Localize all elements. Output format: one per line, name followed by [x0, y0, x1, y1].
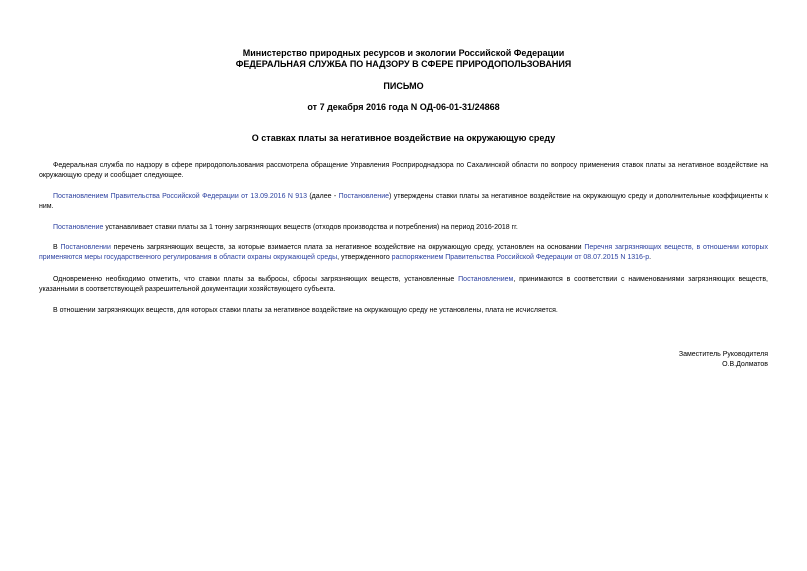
- signature-name: О.В.Долматов: [722, 361, 768, 368]
- paragraph-5: [39, 275, 768, 295]
- paragraph-4-text-1: В: [53, 244, 61, 251]
- link-resolution[interactable]: Постановление: [338, 193, 390, 200]
- paragraph-5-text-1: Одновременно необходимо отметить, что ставки платы за выбросы, сбросы загрязняющих веществ, установленные: [53, 276, 459, 283]
- document-type: ПИСЬМО: [383, 81, 424, 91]
- paragraph-2: [39, 192, 768, 212]
- paragraph-3-text: устанавливает ставки платы за 1 тонну загрязняющих веществ (отходов производства и потребления) на период 2016-2018 гг.: [103, 224, 518, 231]
- link-resolution[interactable]: Постановление: [53, 224, 104, 231]
- signature-position: Заместитель Руководителя: [678, 351, 768, 358]
- paragraph-3: [39, 223, 768, 233]
- paragraph-4-text-3: , утвержденного: [337, 254, 392, 261]
- paragraph-5-text-2: , принимаются в соответствии с наименованиями загрязняющих веществ, указанными в соответствующей разрешительной документации хозяйствующего субъекта.: [39, 276, 768, 293]
- link-order-1316[interactable]: распоряжением Правительства Российской Федерации от 08.07.2015 N 1316-р: [391, 254, 650, 261]
- link-resolution[interactable]: Постановлении: [60, 244, 111, 251]
- paragraph-4-text-2: перечень загрязняющих веществ, за которые взимается плата за негативное воздействие на окружающую среду, установлен на основании: [110, 244, 585, 251]
- ministry-title: Министерство природных ресурсов и экологии Российской Федерации: [242, 48, 565, 58]
- link-pollutants-list[interactable]: Перечня загрязняющих веществ, в отношении которых применяются меры государственного регулирования в области охраны окружающей среды: [39, 244, 768, 261]
- paragraph-4: [39, 243, 768, 263]
- service-title: ФЕДЕРАЛЬНАЯ СЛУЖБА ПО НАДЗОРУ В СФЕРЕ ПРИРОДОПОЛЬЗОВАНИЯ: [235, 59, 572, 69]
- document-date-number: от 7 декабря 2016 года N ОД-06-01-31/24868: [307, 102, 500, 112]
- document-subject: О ставках платы за негативное воздействие на окружающую среду: [251, 133, 556, 143]
- paragraph-2-text-1: (далее -: [306, 193, 339, 200]
- link-resolution[interactable]: Постановлением: [458, 276, 514, 283]
- paragraph-1: Федеральная служба по надзору в сфере природопользования рассмотрела обращение Управления Росприроднадзора по Сахалинской области по вопросу применения ставок платы за негативное воздействие на окружающую среду и сообщает следующее.: [39, 162, 768, 179]
- paragraph-4-text-4: .: [649, 254, 652, 261]
- link-resolution-913[interactable]: Постановлением Правительства Российской Федерации от 13.09.2016 N 913: [53, 193, 307, 200]
- paragraph-2-text-2: ) утверждены ставки платы за негативное воздействие на окружающую среду и дополнительные коэффициенты к ним.: [39, 193, 768, 210]
- paragraph-6: В отношении загрязняющих веществ, для которых ставки платы за негативное воздействие на окружающую среду не установлены, плата не исчисляется.: [53, 307, 558, 314]
